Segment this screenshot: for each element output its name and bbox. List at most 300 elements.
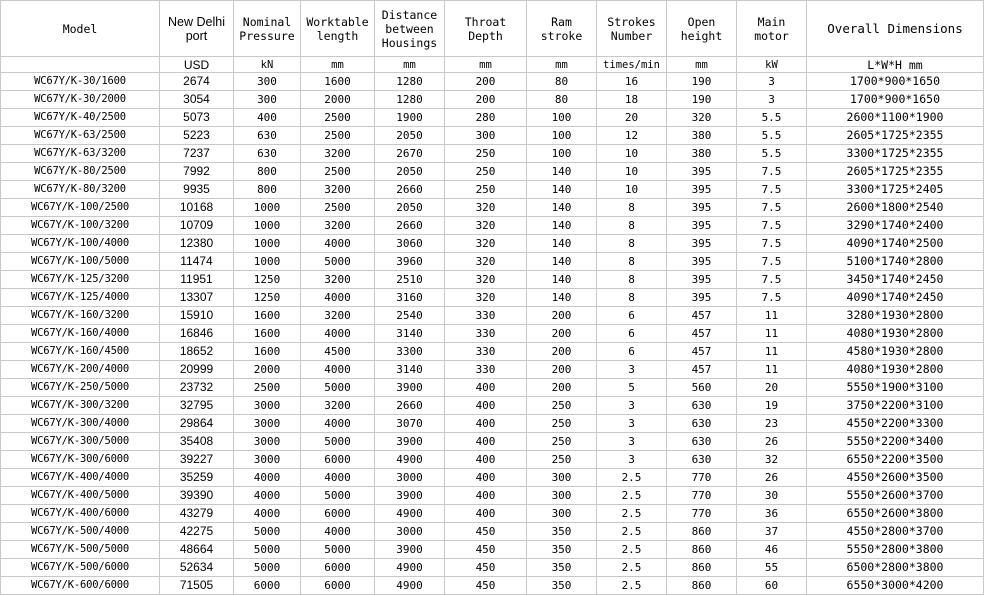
cell-worktable: 5000 [301, 379, 375, 397]
cell-model: WC67Y/K-500/4000 [1, 523, 160, 541]
cell-open: 395 [667, 217, 737, 235]
cell-strokes: 6 [597, 307, 667, 325]
header-strokes: Strokes Number [597, 1, 667, 57]
cell-ram: 100 [527, 145, 597, 163]
cell-distance: 2660 [375, 181, 445, 199]
header-price: New Delhi port [160, 1, 234, 57]
cell-price: 39390 [160, 487, 234, 505]
unit-dims: L*W*H mm [807, 57, 984, 73]
cell-worktable: 3200 [301, 145, 375, 163]
cell-ram: 250 [527, 415, 597, 433]
cell-price: 43279 [160, 505, 234, 523]
cell-strokes: 2.5 [597, 577, 667, 595]
cell-open: 770 [667, 469, 737, 487]
cell-distance: 1900 [375, 109, 445, 127]
cell-ram: 80 [527, 91, 597, 109]
cell-model: WC67Y/K-600/6000 [1, 577, 160, 595]
cell-open: 190 [667, 91, 737, 109]
cell-pressure: 4000 [234, 505, 301, 523]
cell-ram: 350 [527, 559, 597, 577]
cell-distance: 2670 [375, 145, 445, 163]
cell-strokes: 10 [597, 145, 667, 163]
cell-model: WC67Y/K-160/4500 [1, 343, 160, 361]
cell-price: 10168 [160, 199, 234, 217]
cell-model: WC67Y/K-30/2000 [1, 91, 160, 109]
cell-throat: 450 [445, 577, 527, 595]
cell-distance: 3900 [375, 379, 445, 397]
cell-pressure: 300 [234, 73, 301, 91]
cell-dims: 4580*1930*2800 [807, 343, 984, 361]
cell-worktable: 4000 [301, 361, 375, 379]
cell-distance: 3900 [375, 541, 445, 559]
cell-price: 71505 [160, 577, 234, 595]
unit-throat: mm [445, 57, 527, 73]
header-pressure: Nominal Pressure [234, 1, 301, 57]
cell-motor: 26 [737, 433, 807, 451]
unit-motor: kW [737, 57, 807, 73]
cell-model: WC67Y/K-125/3200 [1, 271, 160, 289]
cell-throat: 300 [445, 127, 527, 145]
cell-worktable: 2500 [301, 199, 375, 217]
cell-strokes: 8 [597, 217, 667, 235]
cell-ram: 140 [527, 253, 597, 271]
cell-model: WC67Y/K-300/5000 [1, 433, 160, 451]
table-row [1, 487, 984, 505]
cell-throat: 320 [445, 289, 527, 307]
cell-ram: 140 [527, 181, 597, 199]
cell-ram: 140 [527, 199, 597, 217]
cell-open: 457 [667, 343, 737, 361]
cell-price: 13307 [160, 289, 234, 307]
cell-strokes: 18 [597, 91, 667, 109]
table-row [1, 451, 984, 469]
unit-worktable: mm [301, 57, 375, 73]
cell-open: 860 [667, 559, 737, 577]
cell-distance: 2660 [375, 217, 445, 235]
cell-motor: 32 [737, 451, 807, 469]
cell-model: WC67Y/K-100/4000 [1, 235, 160, 253]
table-body [1, 73, 984, 595]
cell-pressure: 5000 [234, 541, 301, 559]
cell-ram: 140 [527, 163, 597, 181]
cell-model: WC67Y/K-300/4000 [1, 415, 160, 433]
header-model: Model [1, 1, 160, 57]
cell-open: 770 [667, 505, 737, 523]
cell-ram: 350 [527, 541, 597, 559]
cell-model: WC67Y/K-100/2500 [1, 199, 160, 217]
cell-pressure: 5000 [234, 523, 301, 541]
cell-distance: 3070 [375, 415, 445, 433]
table-row [1, 109, 984, 127]
table-row [1, 145, 984, 163]
cell-worktable: 4500 [301, 343, 375, 361]
header-worktable: Worktable length [301, 1, 375, 57]
cell-motor: 7.5 [737, 199, 807, 217]
cell-motor: 3 [737, 73, 807, 91]
cell-dims: 2605*1725*2355 [807, 127, 984, 145]
cell-distance: 2510 [375, 271, 445, 289]
cell-dims: 1700*900*1650 [807, 91, 984, 109]
cell-throat: 200 [445, 73, 527, 91]
cell-motor: 55 [737, 559, 807, 577]
cell-ram: 100 [527, 127, 597, 145]
cell-distance: 3900 [375, 433, 445, 451]
cell-dims: 4550*2600*3500 [807, 469, 984, 487]
cell-model: WC67Y/K-400/5000 [1, 487, 160, 505]
cell-worktable: 3200 [301, 307, 375, 325]
cell-distance: 3960 [375, 253, 445, 271]
cell-dims: 6550*3000*4200 [807, 577, 984, 595]
cell-ram: 250 [527, 397, 597, 415]
cell-distance: 2050 [375, 199, 445, 217]
cell-worktable: 6000 [301, 451, 375, 469]
cell-distance: 3900 [375, 487, 445, 505]
cell-open: 560 [667, 379, 737, 397]
cell-distance: 4900 [375, 577, 445, 595]
cell-pressure: 300 [234, 91, 301, 109]
cell-price: 12380 [160, 235, 234, 253]
cell-worktable: 2500 [301, 163, 375, 181]
cell-open: 457 [667, 325, 737, 343]
cell-open: 380 [667, 145, 737, 163]
cell-ram: 80 [527, 73, 597, 91]
cell-throat: 400 [445, 415, 527, 433]
cell-price: 29864 [160, 415, 234, 433]
cell-ram: 250 [527, 433, 597, 451]
cell-strokes: 5 [597, 379, 667, 397]
cell-worktable: 4000 [301, 523, 375, 541]
cell-worktable: 3200 [301, 397, 375, 415]
cell-dims: 4090*1740*2500 [807, 235, 984, 253]
cell-worktable: 6000 [301, 559, 375, 577]
cell-price: 11951 [160, 271, 234, 289]
cell-distance: 2050 [375, 163, 445, 181]
cell-strokes: 8 [597, 271, 667, 289]
cell-open: 395 [667, 235, 737, 253]
cell-model: WC67Y/K-200/4000 [1, 361, 160, 379]
cell-throat: 320 [445, 235, 527, 253]
table-row [1, 199, 984, 217]
cell-strokes: 2.5 [597, 505, 667, 523]
header-dims: Overall Dimensions [807, 1, 984, 57]
cell-price: 23732 [160, 379, 234, 397]
cell-dims: 3300*1725*2405 [807, 181, 984, 199]
cell-pressure: 2000 [234, 361, 301, 379]
cell-motor: 36 [737, 505, 807, 523]
cell-strokes: 16 [597, 73, 667, 91]
cell-distance: 2540 [375, 307, 445, 325]
cell-strokes: 8 [597, 253, 667, 271]
cell-distance: 3140 [375, 361, 445, 379]
table-row [1, 541, 984, 559]
table-row [1, 181, 984, 199]
cell-price: 35408 [160, 433, 234, 451]
cell-dims: 3750*2200*3100 [807, 397, 984, 415]
cell-worktable: 6000 [301, 577, 375, 595]
cell-worktable: 4000 [301, 289, 375, 307]
cell-dims: 5550*1900*3100 [807, 379, 984, 397]
cell-pressure: 3000 [234, 451, 301, 469]
cell-ram: 200 [527, 379, 597, 397]
cell-motor: 5.5 [737, 109, 807, 127]
cell-worktable: 2000 [301, 91, 375, 109]
cell-throat: 400 [445, 469, 527, 487]
cell-price: 52634 [160, 559, 234, 577]
header-row [1, 1, 984, 57]
cell-strokes: 8 [597, 289, 667, 307]
cell-pressure: 1250 [234, 289, 301, 307]
cell-price: 5223 [160, 127, 234, 145]
cell-dims: 5100*1740*2800 [807, 253, 984, 271]
cell-ram: 300 [527, 505, 597, 523]
cell-open: 457 [667, 307, 737, 325]
cell-pressure: 1600 [234, 325, 301, 343]
header-distance: Distance between Housings [375, 1, 445, 57]
cell-throat: 400 [445, 397, 527, 415]
cell-pressure: 1000 [234, 235, 301, 253]
cell-throat: 450 [445, 523, 527, 541]
cell-dims: 4090*1740*2450 [807, 289, 984, 307]
cell-worktable: 1600 [301, 73, 375, 91]
cell-distance: 3000 [375, 523, 445, 541]
cell-motor: 60 [737, 577, 807, 595]
cell-price: 10709 [160, 217, 234, 235]
cell-ram: 140 [527, 217, 597, 235]
cell-strokes: 2.5 [597, 487, 667, 505]
cell-price: 39227 [160, 451, 234, 469]
cell-model: WC67Y/K-63/3200 [1, 145, 160, 163]
cell-throat: 330 [445, 343, 527, 361]
cell-throat: 330 [445, 361, 527, 379]
table-row [1, 163, 984, 181]
unit-ram: mm [527, 57, 597, 73]
table-row [1, 397, 984, 415]
cell-strokes: 3 [597, 451, 667, 469]
cell-worktable: 5000 [301, 541, 375, 559]
cell-motor: 11 [737, 325, 807, 343]
cell-motor: 23 [737, 415, 807, 433]
table-row [1, 271, 984, 289]
cell-distance: 2660 [375, 397, 445, 415]
cell-pressure: 1000 [234, 253, 301, 271]
cell-dims: 1700*900*1650 [807, 73, 984, 91]
cell-model: WC67Y/K-500/6000 [1, 559, 160, 577]
cell-ram: 200 [527, 307, 597, 325]
cell-dims: 6550*2600*3800 [807, 505, 984, 523]
cell-dims: 6550*2200*3500 [807, 451, 984, 469]
cell-motor: 7.5 [737, 181, 807, 199]
cell-pressure: 3000 [234, 415, 301, 433]
table-row [1, 559, 984, 577]
cell-strokes: 6 [597, 343, 667, 361]
cell-dims: 3450*1740*2450 [807, 271, 984, 289]
cell-model: WC67Y/K-300/6000 [1, 451, 160, 469]
cell-distance: 4900 [375, 451, 445, 469]
cell-worktable: 4000 [301, 325, 375, 343]
table-row [1, 469, 984, 487]
cell-strokes: 3 [597, 361, 667, 379]
cell-price: 5073 [160, 109, 234, 127]
cell-motor: 7.5 [737, 253, 807, 271]
table-row [1, 307, 984, 325]
cell-ram: 100 [527, 109, 597, 127]
cell-worktable: 4000 [301, 469, 375, 487]
cell-model: WC67Y/K-80/3200 [1, 181, 160, 199]
cell-open: 320 [667, 109, 737, 127]
unit-strokes: times/min [597, 57, 667, 73]
cell-worktable: 3200 [301, 271, 375, 289]
cell-open: 457 [667, 361, 737, 379]
cell-dims: 5550*2800*3800 [807, 541, 984, 559]
table-row [1, 361, 984, 379]
cell-dims: 4080*1930*2800 [807, 325, 984, 343]
cell-price: 42275 [160, 523, 234, 541]
cell-worktable: 2500 [301, 127, 375, 145]
cell-open: 630 [667, 433, 737, 451]
unit-open: mm [667, 57, 737, 73]
cell-pressure: 1250 [234, 271, 301, 289]
cell-open: 380 [667, 127, 737, 145]
cell-ram: 200 [527, 343, 597, 361]
table-row [1, 379, 984, 397]
cell-dims: 2600*1100*1900 [807, 109, 984, 127]
cell-model: WC67Y/K-80/2500 [1, 163, 160, 181]
cell-motor: 3 [737, 91, 807, 109]
header-open: Open height [667, 1, 737, 57]
cell-pressure: 1000 [234, 217, 301, 235]
cell-price: 9935 [160, 181, 234, 199]
cell-distance: 3000 [375, 469, 445, 487]
table-row [1, 325, 984, 343]
cell-strokes: 12 [597, 127, 667, 145]
cell-distance: 1280 [375, 91, 445, 109]
cell-pressure: 630 [234, 145, 301, 163]
cell-dims: 4080*1930*2800 [807, 361, 984, 379]
cell-model: WC67Y/K-250/5000 [1, 379, 160, 397]
cell-distance: 4900 [375, 505, 445, 523]
cell-pressure: 4000 [234, 469, 301, 487]
cell-motor: 11 [737, 343, 807, 361]
cell-strokes: 2.5 [597, 469, 667, 487]
cell-throat: 400 [445, 433, 527, 451]
cell-motor: 37 [737, 523, 807, 541]
cell-model: WC67Y/K-160/4000 [1, 325, 160, 343]
table-row [1, 253, 984, 271]
table-row [1, 217, 984, 235]
table-row [1, 343, 984, 361]
cell-distance: 3140 [375, 325, 445, 343]
cell-strokes: 6 [597, 325, 667, 343]
cell-model: WC67Y/K-63/2500 [1, 127, 160, 145]
cell-motor: 46 [737, 541, 807, 559]
cell-price: 7992 [160, 163, 234, 181]
cell-throat: 320 [445, 199, 527, 217]
cell-dims: 3280*1930*2800 [807, 307, 984, 325]
cell-motor: 7.5 [737, 163, 807, 181]
cell-throat: 400 [445, 451, 527, 469]
cell-ram: 300 [527, 469, 597, 487]
table-row [1, 505, 984, 523]
cell-dims: 3300*1725*2355 [807, 145, 984, 163]
cell-price: 11474 [160, 253, 234, 271]
cell-model: WC67Y/K-30/1600 [1, 73, 160, 91]
cell-throat: 280 [445, 109, 527, 127]
cell-strokes: 2.5 [597, 541, 667, 559]
cell-price: 7237 [160, 145, 234, 163]
cell-worktable: 3200 [301, 181, 375, 199]
header-throat: Throat Depth [445, 1, 527, 57]
cell-distance: 1280 [375, 73, 445, 91]
cell-throat: 400 [445, 505, 527, 523]
cell-strokes: 20 [597, 109, 667, 127]
cell-strokes: 3 [597, 397, 667, 415]
cell-strokes: 10 [597, 181, 667, 199]
cell-open: 395 [667, 181, 737, 199]
cell-motor: 7.5 [737, 217, 807, 235]
cell-model: WC67Y/K-500/5000 [1, 541, 160, 559]
cell-pressure: 2500 [234, 379, 301, 397]
cell-model: WC67Y/K-125/4000 [1, 289, 160, 307]
cell-strokes: 8 [597, 235, 667, 253]
cell-model: WC67Y/K-400/6000 [1, 505, 160, 523]
cell-motor: 30 [737, 487, 807, 505]
cell-motor: 26 [737, 469, 807, 487]
cell-model: WC67Y/K-400/4000 [1, 469, 160, 487]
cell-open: 395 [667, 253, 737, 271]
table-row [1, 235, 984, 253]
cell-open: 395 [667, 163, 737, 181]
table-row [1, 433, 984, 451]
cell-ram: 350 [527, 523, 597, 541]
cell-motor: 20 [737, 379, 807, 397]
cell-model: WC67Y/K-300/3200 [1, 397, 160, 415]
table-row [1, 127, 984, 145]
cell-strokes: 3 [597, 433, 667, 451]
cell-dims: 4550*2800*3700 [807, 523, 984, 541]
table-row [1, 523, 984, 541]
cell-strokes: 2.5 [597, 559, 667, 577]
cell-worktable: 4000 [301, 415, 375, 433]
cell-dims: 2600*1800*2540 [807, 199, 984, 217]
table-row [1, 289, 984, 307]
cell-throat: 330 [445, 325, 527, 343]
cell-price: 2674 [160, 73, 234, 91]
cell-open: 860 [667, 523, 737, 541]
cell-worktable: 6000 [301, 505, 375, 523]
cell-distance: 3160 [375, 289, 445, 307]
cell-strokes: 2.5 [597, 523, 667, 541]
cell-motor: 11 [737, 307, 807, 325]
unit-pressure: kN [234, 57, 301, 73]
cell-ram: 200 [527, 361, 597, 379]
cell-worktable: 5000 [301, 253, 375, 271]
cell-throat: 450 [445, 559, 527, 577]
cell-distance: 3300 [375, 343, 445, 361]
cell-pressure: 630 [234, 127, 301, 145]
cell-ram: 140 [527, 235, 597, 253]
cell-price: 3054 [160, 91, 234, 109]
cell-pressure: 3000 [234, 433, 301, 451]
unit-model [1, 57, 160, 73]
cell-open: 395 [667, 289, 737, 307]
cell-throat: 320 [445, 217, 527, 235]
cell-price: 20999 [160, 361, 234, 379]
cell-distance: 4900 [375, 559, 445, 577]
cell-dims: 2605*1725*2355 [807, 163, 984, 181]
cell-open: 770 [667, 487, 737, 505]
cell-dims: 4550*2200*3300 [807, 415, 984, 433]
cell-throat: 250 [445, 163, 527, 181]
